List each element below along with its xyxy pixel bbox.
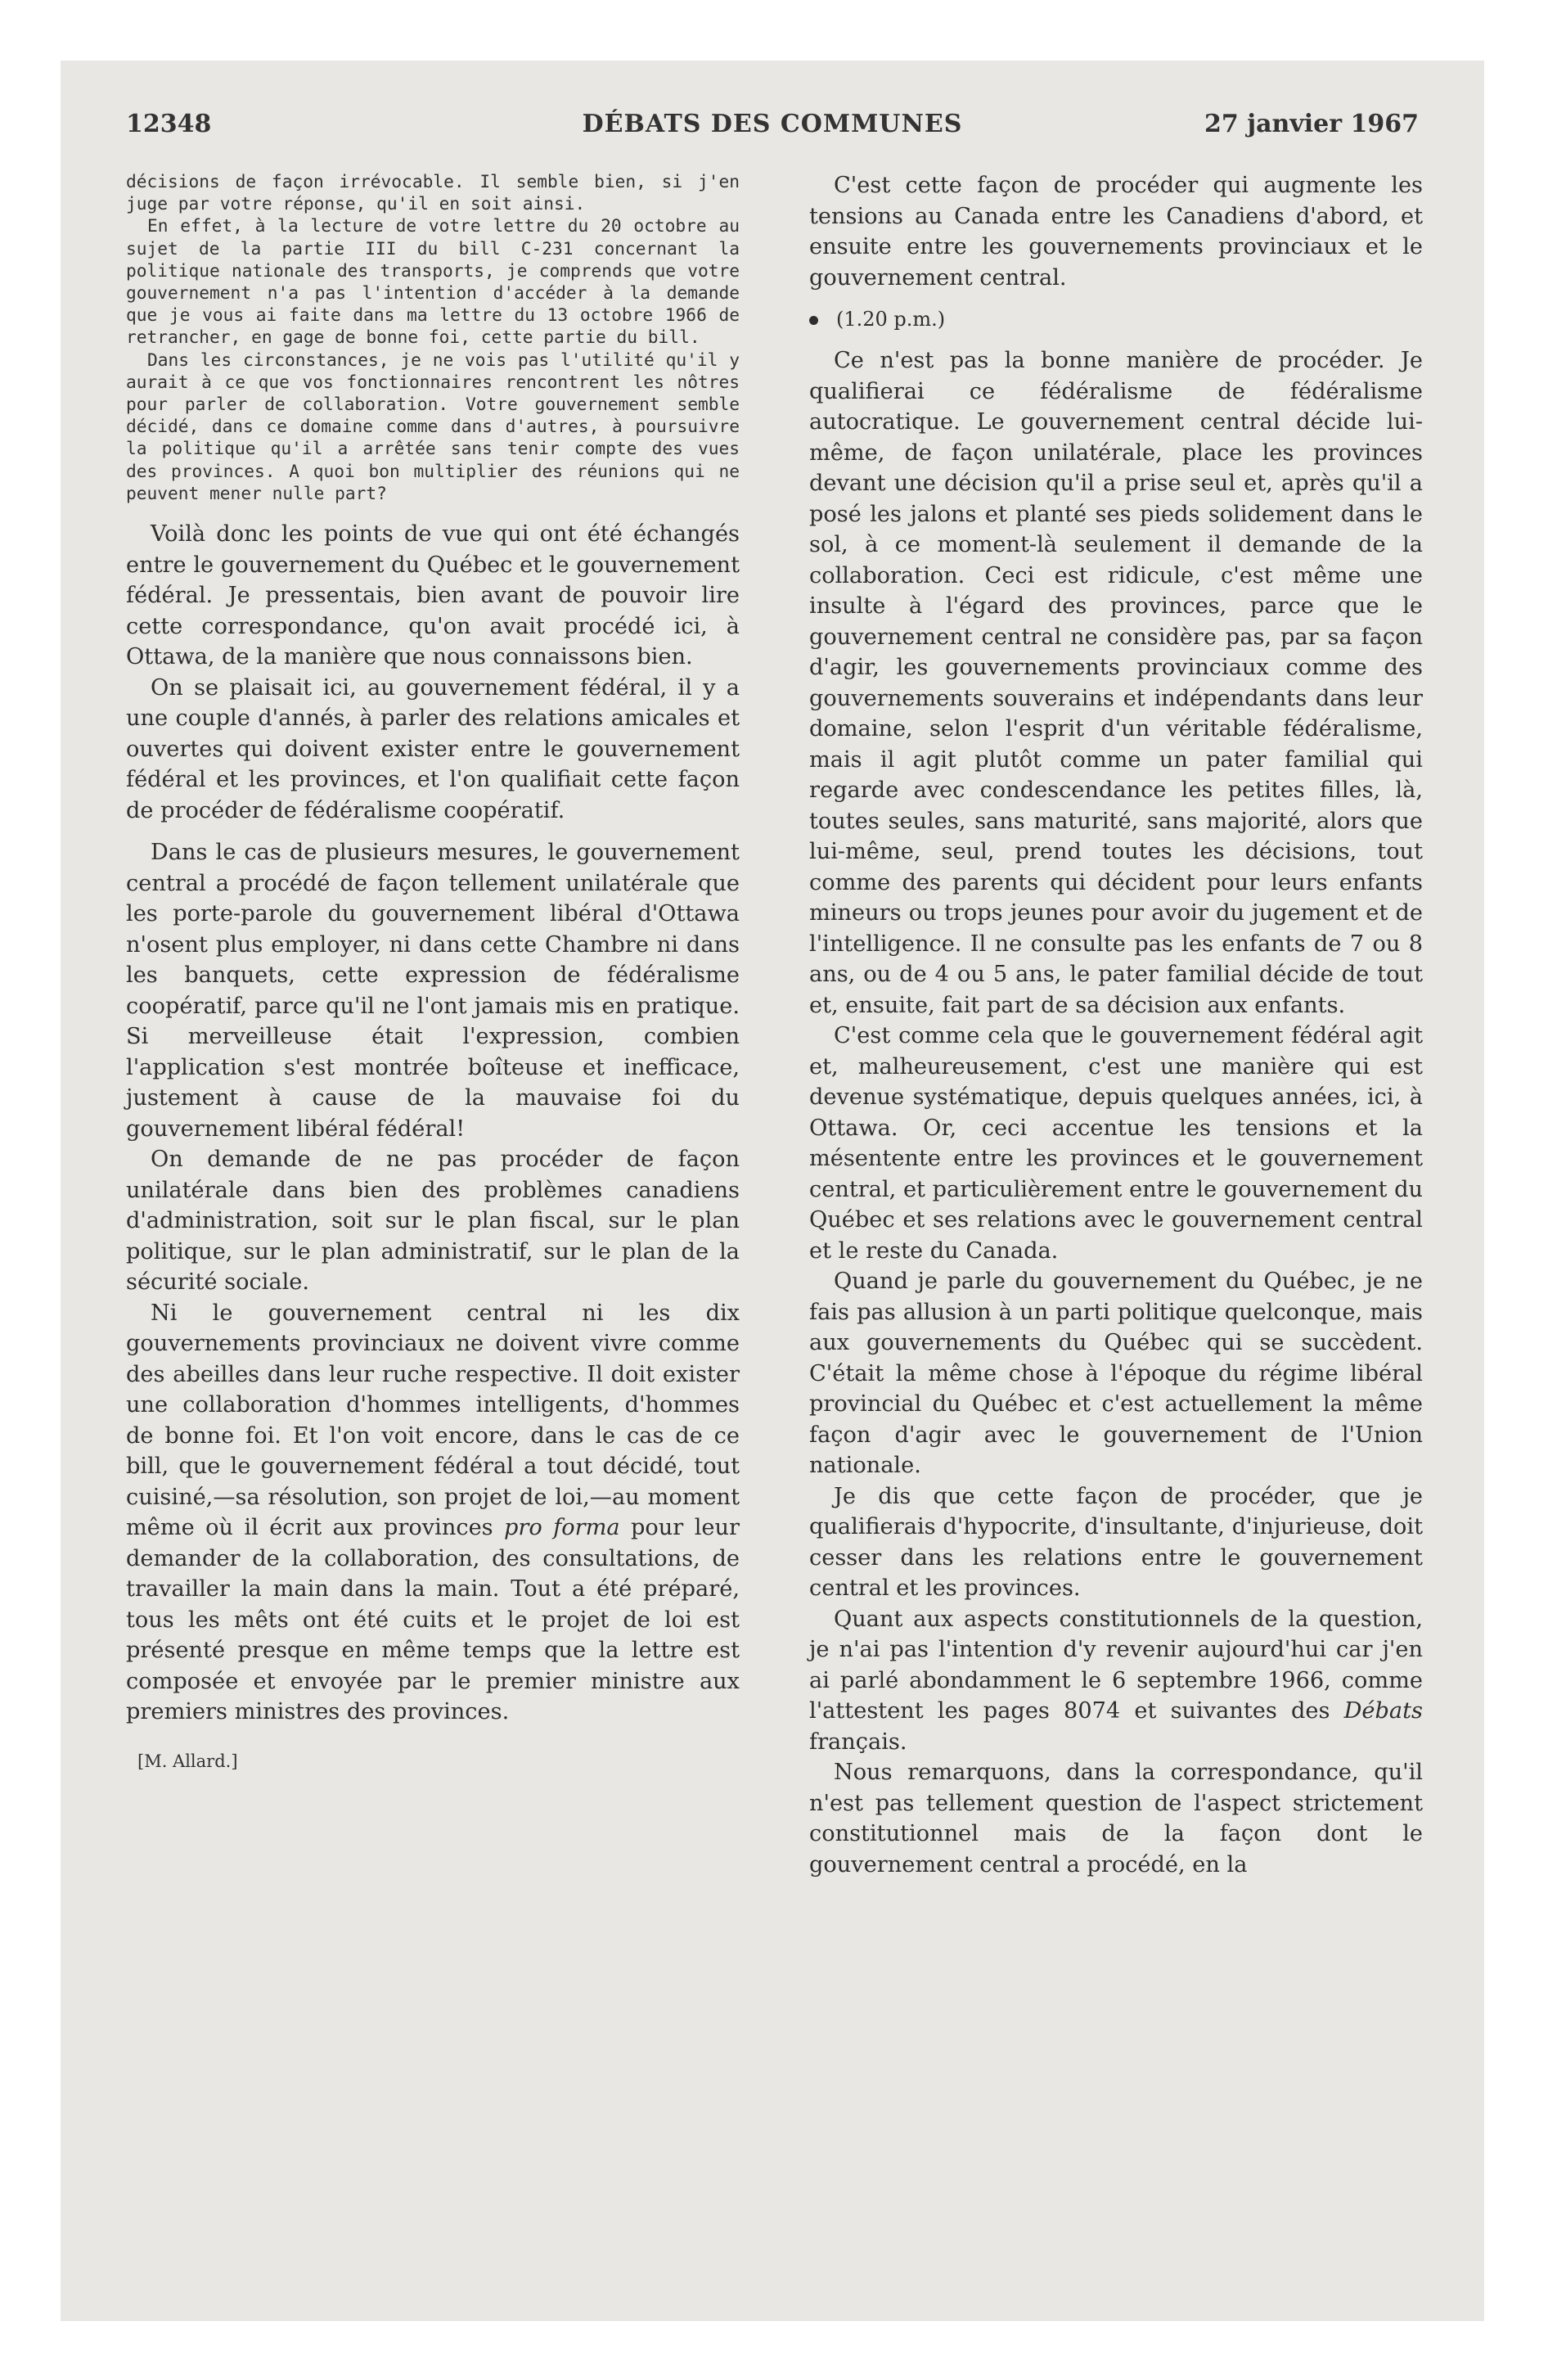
paragraph-text: Ni le gouvernement central ni les dix gouvernements provinciaux ne doivent vivre comme des abeilles dans leur ruche respective. Il doit exister une collaboration d'hommes intelligents, d'hommes de bonne foi. Et l'on voit encore, dans le cas de ce bill, que le gouvernement fédéral a tout décidé, tout cuisiné,—sa résolution, son projet de loi,—au moment même où il écrit aux provinces xyxy=(126,1300,740,1541)
timestamp xyxy=(809,304,1423,334)
quote-paragraph: En effet, à la lecture de votre lettre du 20 octobre au sujet de la partie III du bill C-231 concernant la politique nationale des transports, je comprends que votre gouvernement n'a pas l'intention d'accéder à la demande que je vous ai faite dans ma lettre du 13 octobre 1966 de retrancher, en gage de bonne foi, cette partie du bill. xyxy=(126,215,740,348)
paragraph: C'est comme cela que le gouvernement fédéral agit et, malheureusement, c'est une manière qui est devenue systématique, depuis quelques années, ici, à Ottawa. Or, ceci accentue les tensions et la mésentente entre les provinces et le gouvernement central, et particulièrement entre le gouvernement du Québec et ses relations avec le gouvernement central et le reste du Canada. xyxy=(809,1023,1423,1264)
paragraph xyxy=(126,1298,740,1728)
paragraph-text: pour leur demander de la collaboration, des consultations, de travailler la main dans la main. Tout a été préparé, tous les mêts ont été cuits et le projet de loi est présenté presque en même temps que la lettre est composée et envoyée par le premier ministre aux premiers ministres des provinces. xyxy=(126,1515,740,1725)
page-title: DÉBATS DES COMMUNES xyxy=(582,110,963,138)
document-page xyxy=(61,61,1484,2321)
italic-text: pro forma xyxy=(504,1515,620,1541)
timestamp-text: (1.20 p.m.) xyxy=(836,308,946,331)
page-date: 27 janvier 1967 xyxy=(1204,110,1419,138)
left-column xyxy=(126,170,740,1774)
paragraph: Ce n'est pas la bonne manière de procéder. Je qualifierai ce fédéralisme de fédéralisme autocratique. Le gouvernement central décide lui-même, de façon unilatérale, place les provinces devant une décision qu'il a prise seul et, après qu'il a posé les jalons et planté ses pieds solidement dans le sol, à ce moment-là seulement il demande de la collaboration. Ceci est ridicule, c'est même une insulte à l'égard des provinces, parce que le gouvernement central ne considère pas, par sa façon d'agir, les gouvernements provinciaux comme des gouvernements souverains et indépendants dans leur domaine, selon l'esprit d'un véritable fédéralisme, mais il agit plutôt comme un pater familial qui regarde avec condescendance les petites filles, là, toutes seules, sans maturité, sans majorité, alors que lui-même, seul, prend toutes les décisions, tout comme des parents qui décident pour leurs enfants mineurs ou trops jeunes pour avoir du jugement et de l'intelligence. Il ne consulte pas les enfants de 7 ou 8 ans, ou de 4 ou 5 ans, le pater familial décide de tout et, ensuite, fait part de sa décision aux enfants. xyxy=(809,348,1423,1018)
paragraph-text: français. xyxy=(809,1729,907,1755)
quote-paragraph: décisions de façon irrévocable. Il semble bien, si j'en juge par votre réponse, qu'il en soit ainsi. xyxy=(126,171,740,214)
bullet-icon xyxy=(809,316,818,325)
paragraph: Dans le cas de plusieurs mesures, le gouvernement central a procédé de façon tellement unilatérale que les porte-parole du gouvernement libéral d'Ottawa n'osent plus employer, ni dans cette Chambre ni dans les banquets, cette expression de fédéralisme coopératif, parce qu'il ne l'ont jamais mis en pratique. Si merveilleuse était l'expression, combien l'application s'est montrée boîteuse et inefficace, justement à cause de la mauvaise foi du gouvernement libéral fédéral! xyxy=(126,840,740,1142)
paragraph: C'est cette façon de procéder qui augmente les tensions au Canada entre les Canadiens d'abord, et ensuite entre les gouvernements provinciaux et le gouvernement central. xyxy=(809,173,1423,291)
page-header xyxy=(126,110,1419,151)
right-column xyxy=(809,170,1423,1880)
paragraph xyxy=(809,1604,1423,1758)
speaker-attribution: [M. Allard.] xyxy=(137,1751,238,1771)
paragraph: On se plaisait ici, au gouvernement fédéral, il y a une couple d'annés, à parler des relations amicales et ouvertes qui doivent exister entre le gouvernement fédéral et les provinces, et l'on qualifiait cette façon de procéder de fédéralisme coopératif. xyxy=(126,674,740,823)
paragraph: Quand je parle du gouvernement du Québec, je ne fais pas allusion à un parti politique quelconque, mais aux gouvernements du Québec qui se succèdent. C'était la même chose à l'époque du régime libéral provincial du Québec et c'est actuellement la même façon d'agir avec le gouvernement de l'Union nationale. xyxy=(809,1269,1423,1478)
page-number: 12348 xyxy=(126,110,212,138)
right-body xyxy=(809,170,1423,293)
left-body xyxy=(126,519,740,1728)
quote-paragraph: Dans les circonstances, je ne vois pas l'utilité qu'il y aurait à ce que vos fonctionnaires rencontrent les nôtres pour parler de collaboration. Votre gouvernement semble décidé, dans ce domaine comme dans d'autres, à poursuivre la politique qu'il a arrêtée sans tenir compte des vues des provinces. A quoi bon multiplier des réunions qui ne peuvent mener nulle part? xyxy=(126,349,740,503)
italic-text: Débats xyxy=(1343,1698,1423,1724)
paragraph: On demande de ne pas procéder de façon unilatérale dans bien des problèmes canadiens d'administration, soit sur le plan fiscal, sur le plan politique, sur le plan administratif, sur le plan de la sécurité sociale. xyxy=(126,1147,740,1296)
quoted-letter xyxy=(126,170,740,504)
paragraph: Je dis que cette façon de procéder, que je qualifierais d'hypocrite, d'insultante, d'injurieuse, doit cesser dans les relations entre le gouvernement central et les provinces. xyxy=(809,1483,1423,1601)
paragraph: Nous remarquons, dans la correspondance, qu'il n'est pas tellement question de l'aspect strictement constitutionnel mais de la façon dont le gouvernement central a procédé, en la xyxy=(809,1760,1423,1877)
paragraph-text: Quant aux aspects constitutionnels de la question, je n'ai pas l'intention d'y revenir aujourd'hui car j'en ai parlé abondamment le 6 septembre 1966, comme l'attestent les pages 8074 et suivantes des xyxy=(809,1606,1423,1724)
right-body-continued xyxy=(809,345,1423,1880)
paragraph: Voilà donc les points de vue qui ont été échangés entre le gouvernement du Québec et le gouvernement fédéral. Je pressentais, bien avant de pouvoir lire cette correspondance, qu'on avait procédé ici, à Ottawa, de la manière que nous connaissons bien. xyxy=(126,521,740,670)
